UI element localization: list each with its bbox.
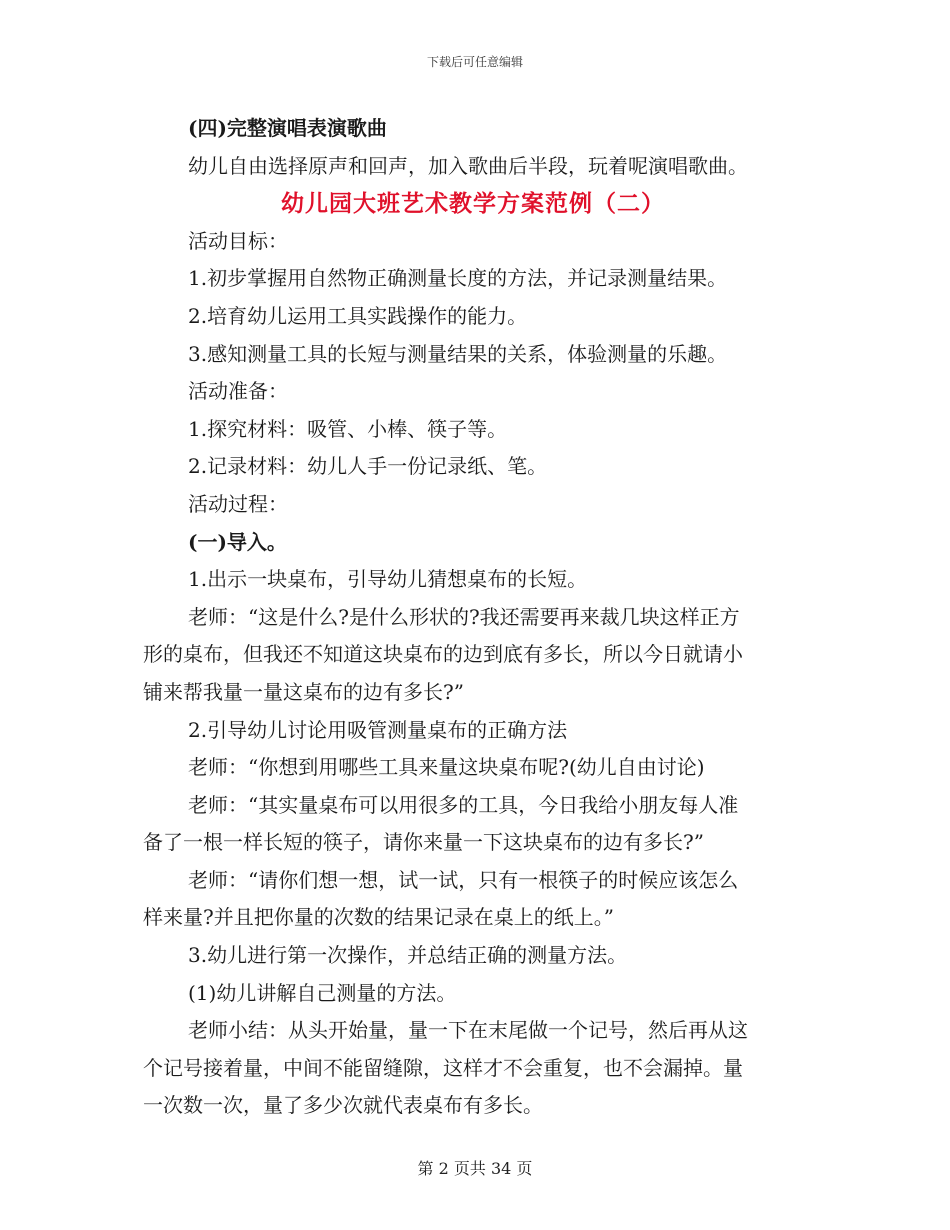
paragraph-line: 个记号接着量，中间不能留缝隙，这样才不会重复，也不会漏掉。量 [143, 1055, 743, 1080]
preparation-label: 活动准备： [188, 379, 288, 404]
paragraph-line: 形的桌布，但我还不知道这块桌布的边到底有多长，所以今日就请小 [143, 642, 743, 667]
goal-item: 1.初步掌握用自然物正确测量长度的方法，并记录测量结果。 [188, 266, 728, 291]
document-title: 幼儿园大班艺术教学方案范例（二） [281, 190, 665, 218]
paragraph-line: 备了一根一样长短的筷子，请你来量一下这块桌布的边有多长?” [143, 830, 704, 855]
goal-item: 3.感知测量工具的长短与测量结果的关系，体验测量的乐趣。 [188, 341, 728, 366]
paragraph-line: 3.幼儿进行第一次操作，并总结正确的测量方法。 [188, 943, 628, 968]
paragraph-line: 1.出示一块桌布，引导幼儿猜想桌布的长短。 [188, 567, 588, 592]
paragraph-line: 老师：“你想到用哪些工具来量这块桌布呢?(幼儿自由讨论) [188, 755, 705, 780]
paragraph-line: (1)幼儿讲解自己测量的方法。 [188, 980, 457, 1005]
paragraph-line: 一次数一次，量了多少次就代表桌布有多长。 [143, 1093, 543, 1118]
page-footer: 第 2 页共 34 页 [417, 1159, 533, 1178]
paragraph-line: 老师小结：从头开始量，量一下在末尾做一个记号，然后再从这 [188, 1018, 748, 1043]
paragraph-line: 样来量?并且把你量的次数的结果记录在桌上的纸上。” [143, 905, 614, 930]
preparation-item: 1.探究材料：吸管、小棒、筷子等。 [188, 416, 508, 441]
paragraph-line: 老师：“其实量桌布可以用很多的工具，今日我给小朋友每人准 [188, 792, 739, 817]
goal-item: 2.培育幼儿运用工具实践操作的能力。 [188, 303, 528, 328]
paragraph: 幼儿自由选择原声和回声，加入歌曲后半段，玩着呢演唱歌曲。 [188, 153, 748, 178]
paragraph-line: 铺来帮我量一量这桌布的边有多长?” [143, 679, 464, 704]
preparation-item: 2.记录材料：幼儿人手一份记录纸、笔。 [188, 454, 548, 479]
process-label: 活动过程： [188, 491, 288, 516]
document-body [143, 110, 803, 1125]
page-header: 下载后可任意编辑 [426, 55, 523, 69]
paragraph-line: 老师：“这是什么?是什么形状的?我还需要再来裁几块这样正方 [188, 604, 740, 629]
paragraph-line: 老师：“请你们想一想，试一试，只有一根筷子的时候应该怎么 [188, 867, 739, 892]
goals-label: 活动目标： [188, 228, 288, 253]
paragraph-line: 2.引导幼儿讨论用吸管测量桌布的正确方法 [188, 717, 568, 742]
step-one-heading: (一)导入。 [188, 529, 287, 554]
section-four-heading: (四)完整演唱表演歌曲 [188, 116, 387, 140]
